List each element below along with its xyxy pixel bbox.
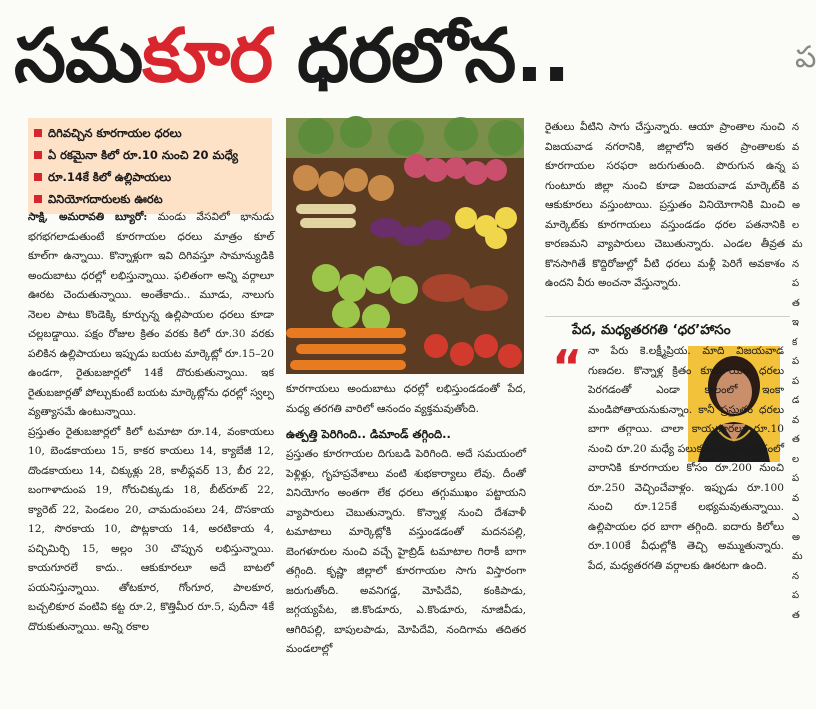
column-1-body: మండు వేసవిలో భానుడు భగభగలాడుతుంటే కూరగాయల ధరలు మాత్రం కూల్ కూల్‌గా ఉన్నాయి. కొన్నాళ్లుగా ఇవి దిగివస్తూ సామాన్యుడికి అందుబాటు ధరల్లో లభిస్తున్నాయి. ఫలితంగా అన్ని వర్గాలూ ఊరట చెందుతున్నాయి. అంతేకాదు.. మూడు, నాలుగు నెలల పాటు కొండెక్కి కూర్చున్న ఉల్లిపాయల ధరలు కూడా చల్లబడ్డాయి. పక్షం రోజుల క్రితం వరకు కిలో రూ.30 వరకు పలికిన ఉల్లిపాయలు ఇప్పుడు బయట మార్కెట్లో రూ.15–20 ఉండగా, రైతుబజార్లలో 14కే దొరుకుతున్నాయి. ఇక రైతుబజార్లతో పోల్చుకుంటే బయట మార్కెట్లోను ధరల్లో స్వల్ప వ్యత్యాసమే ఉంటున్నాయి. (28, 211, 274, 418)
highlight-item: రూ.14కే కిలో ఉల్లిపాయలు (34, 166, 266, 188)
highlight-item: ఏ రకమైనా కిలో రూ.10 నుంచి 20 మధ్యే (34, 144, 266, 166)
adjacent-article-edge: న వ ప వ అ ల మ న ప త ఇ క ప ప డ వ త ల ప వ ఎ అ మ న ప త (792, 122, 803, 621)
bullet-square-icon (34, 173, 42, 181)
headline-part-2: కూర (142, 13, 273, 99)
vegetable-photo-illustration (286, 118, 524, 374)
next-article-edge: ప (795, 40, 816, 75)
interview-body: నా పేరు కె.లక్ష్మీప్రియ. మాది విజయవాడ గుణదల. కొన్నాళ్ల క్రితం కూరగాయల ధరలు పెరగడంతో ఎండా కాలంలో ఇంకా మండిపోతాయనుకున్నాం. కానీ ప్రస్తుతం ధరలు బాగా తగ్గాయి. చాలా కాయగూరలు రూ.10 నుంచి రూ.20 మధ్యే పలుకుతున్నాయి. గతంలో వారానికి కూరగాయల కోసం రూ.200 నుంచి రూ.250 వెచ్చించేవాళ్లం. ఇప్పుడు రూ.100 నుంచి రూ.125కే లభ్యమవుతున్నాయి. ఉల్లిపాయల ధర బాగా తగ్గింది. ఐదారు కిలోలు రూ.100కే వీధుల్లోకి తెచ్చి అమ్ముతున్నారు. పేద, మధ్యతరగతి వర్గాలకు ఊరటగా ఉంది. (588, 345, 784, 572)
bullet-square-icon (34, 129, 42, 137)
highlights-box (28, 118, 272, 214)
column-1-paragraph-2: ప్రస్తుతం రైతుబజార్లలో కిలో టమాటా రూ.14, వంకాయలు 10, బెండకాయలు 15, కాకర కాయలు 14, క్యాబేజీ 12, దొండకాయలు 14, చిక్కుళ్లు 28, కాలీఫ్లవర్ 13, బీర 22, బంగాళాదుంప 19, గోరుచిక్కుడు 18, బీట్‌రూట్ 22, క్యారెట్ 22, పెండలం 20, చామదుంపలు 24, దొసకాయ 12, సొరకాయ 10, పొట్లకాయ 14, అరటికాయ 4, పచ్చిమిర్చి 15, అల్లం 30 చొప్పున లభిస్తున్నాయి. కాయగూరలే కాదు.. ఆకుకూరలూ అదే బాటలో పయనిస్తున్నాయి. తోటకూర, గోంగూర, పాలకూర, బచ్చలికూర వంటివి కట్ట రూ.2, కొత్తిమీర రూ.5, పుదీనా 4కే దొరుకుతున్నాయి. అన్ని రకాల (28, 425, 274, 633)
quote-mark-icon: “ (552, 340, 583, 394)
interview-text (588, 342, 784, 704)
highlight-item: వినియోగదారులకు ఊరట (34, 188, 266, 210)
article-column-1 (28, 208, 274, 704)
headline (14, 6, 570, 106)
column-2-paragraph-2: ప్రస్తుతం కూరగాయల దిగుబడి పెరిగింది. అదే సమయంలో పెళ్లిళ్లు, గృహప్రవేశాలు వంటి శుభకార్యాలు లేవు. దీంతో వినియోగం అంతగా లేక ధరలు తగ్గుముఖం పట్టాయని వ్యాపారులు చెబుతున్నారు. కొన్నాళ్ల నుంచి దేశవాళీ టమాటాలు మార్కెట్లోకి వస్తుండడంతో మదనపల్లి, బెంగళూరుల నుంచి వచ్చే హైబ్రిడ్ టమాటాల గిరాకీ బాగా తగ్గింది. కృష్ణా జిల్లాలో కూరగాయల సాగు విస్తారంగా జరుగుతోంది. అవనిగడ్డ, మోపిదేవి, కంకిపాడు, జగ్గయ్యపేట, జి.కొండూరు, ఎ.కొండూరు, నూజివీడు, ఆగిరిపల్లి, బాపులపాడు, మోపిదేవి, నందిగామ తదితర మండలాల్లో (286, 448, 526, 655)
highlight-item: దిగివచ్చిన కూరగాయల ధరలు (34, 122, 266, 144)
article-column-3 (545, 118, 785, 314)
article-column-2 (286, 380, 526, 704)
subheading: ఉత్పత్తి పెరిగింది.. డిమాండ్ తగ్గింది.. (286, 427, 451, 441)
dateline: సాక్షి, అమరావతి బ్యూరో: (28, 211, 148, 223)
vegetable-stall-photo (286, 118, 524, 374)
bullet-square-icon (34, 195, 42, 203)
column-3-body: రైతులు వీటిని సాగు చేస్తున్నారు. ఆయా ప్రాంతాల నుంచి విజయవాడ నగరానికి, జిల్లాలోని ఇతర ప్రాంతాలకు కూరగాయల సరఫరా జరుగుతుంది. పొరుగున ఉన్న గుంటూరు జిల్లా నుంచి కూడా విజయవాడ మార్కెట్‌కి ఆకుకూరలు వస్తుంటాయి. ప్రస్తుతం వినియోగానికి మించి మార్కెట్‌కు కూరగాయలు వస్తుండడం ధరల పతనానికి కారణమని వ్యాపారులు చెబుతున్నారు. ఎండల తీవ్రత కొనసాగితే కొద్దిరోజుల్లో వీటి ధరలు మళ్లీ పెరిగే అవకాశం ఉందని వీరు అంచనా వేస్తున్నారు. (545, 121, 785, 289)
headline-part-1: సమ (14, 13, 143, 99)
box-divider (545, 316, 790, 317)
bullet-square-icon (34, 151, 42, 159)
headline-part-3: ధరలోన.. (272, 13, 570, 99)
sidebar-box-title: పేద, మధ్యతరగతి ‘ధర’హాసం (572, 322, 731, 338)
column-2-body: కూరగాయలు అందుబాటు ధరల్లో లభిస్తుండడంతో పేద, మధ్య తరగతి వారిలో ఆనందం వ్యక్తమవుతోంది. (286, 383, 526, 415)
